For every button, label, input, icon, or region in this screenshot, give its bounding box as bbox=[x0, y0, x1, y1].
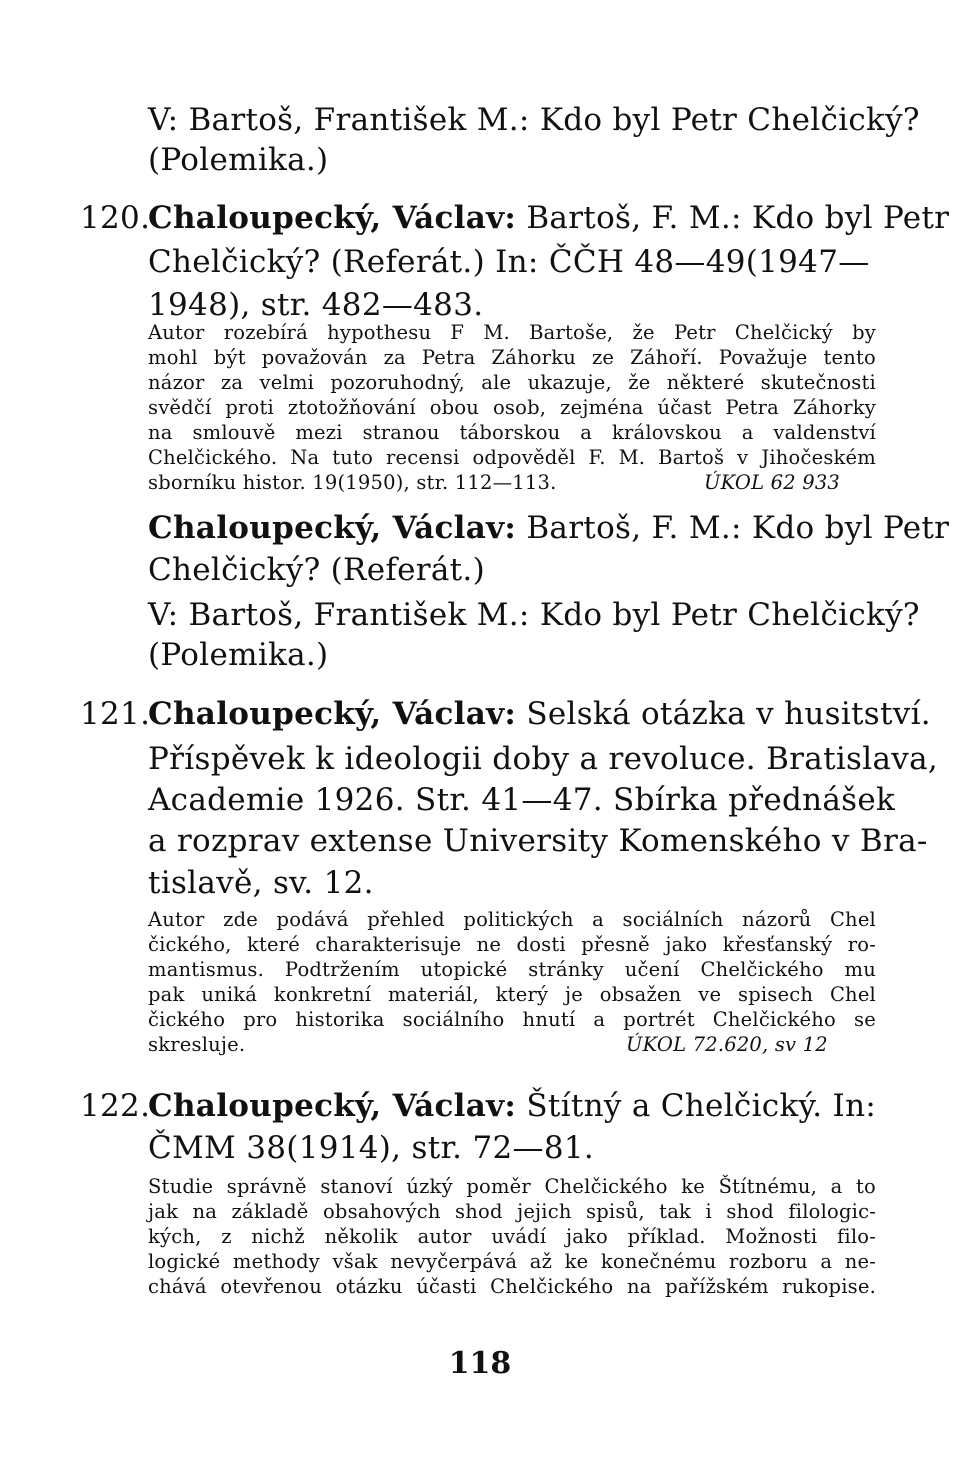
entry-121-abstract-line: čického pro historika sociálního hnutí a portrét Chelčického se bbox=[148, 1008, 876, 1031]
entry-120-xref-line-3: V: Bartoš, František M.: Kdo byl Petr Chelčický? bbox=[148, 597, 920, 633]
entry-121-abstract-last-line: skresluje. bbox=[148, 1033, 246, 1056]
entry-122-abstract-line: Studie správně stanoví úzký poměr Chelčického ke Štítnému, a to bbox=[148, 1175, 876, 1198]
entry-122-title-rest: Štítný a Chelčický. In: bbox=[516, 1088, 877, 1124]
entry-121-author: Chaloupecký, Václav: bbox=[148, 696, 517, 732]
entry-121-abstract-line: Autor zde podává přehled politických a sociálních názorů Chel bbox=[148, 908, 876, 931]
entry-121-title-line-1 bbox=[148, 690, 931, 738]
top-line-1: V: Bartoš, František M.: Kdo byl Petr Chelčický? bbox=[148, 102, 920, 138]
entry-120-author: Chaloupecký, Václav: bbox=[148, 200, 517, 236]
entry-120-xref-line-2: Chelčický? (Referát.) bbox=[148, 552, 485, 588]
entry-122-title-line-1 bbox=[148, 1082, 876, 1130]
entry-120-xref-line-1 bbox=[148, 504, 949, 552]
entry-120-abstract-line: názor za velmi pozoruhodný, ale ukazuje, že některé skutečnosti bbox=[148, 371, 876, 394]
entry-120-signature: ÚKOL 62 933 bbox=[704, 471, 841, 494]
top-line-2: (Polemika.) bbox=[148, 142, 329, 178]
entry-121-abstract-line: pak uniká konkretní materiál, který je obsažen ve spisech Chel bbox=[148, 983, 876, 1006]
entry-121-number: 121. bbox=[80, 696, 151, 732]
entry-120-number: 120. bbox=[80, 200, 151, 236]
entry-121-title-line-5: tislavě, sv. 12. bbox=[148, 865, 374, 901]
entry-120-title-line-2: Chelčický? (Referát.) In: ČČH 48—49(1947— bbox=[148, 244, 870, 280]
entry-121-title-rest: Selská otázka v husitství. bbox=[516, 696, 931, 732]
entry-122-abstract-line: chává otevřenou otázku účasti Chelčického na pařížském rukopise. bbox=[148, 1275, 876, 1298]
entry-121-signature: ÚKOL 72.620, sv 12 bbox=[626, 1033, 828, 1056]
entry-120-title-line-1 bbox=[148, 194, 949, 242]
entry-121-title-line-3: Academie 1926. Str. 41—47. Sbírka přednášek bbox=[148, 782, 896, 818]
entry-121-abstract-line: čického, které charakterisuje ne dosti přesně jako křesťanský ro- bbox=[148, 933, 876, 956]
entry-120-abstract-line: svědčí proti ztotožňování obou osob, zejména účast Petra Záhorky bbox=[148, 396, 876, 419]
entry-122-abstract-line: jak na základě obsahových shod jejich spisů, tak i shod filologic- bbox=[148, 1200, 876, 1223]
entry-120-abstract-line: sborníku histor. 19(1950), str. 112—113. bbox=[148, 471, 557, 494]
entry-122-abstract-line: logické methody však nevyčerpává až ke konečnému rozboru a ne- bbox=[148, 1250, 876, 1273]
entry-121-title-line-2: Příspěvek k ideologii doby a revoluce. Bratislava, bbox=[148, 741, 938, 777]
entry-120-xref-author: Chaloupecký, Václav: bbox=[148, 510, 517, 546]
entry-121-title-line-4: a rozprav extense University Komenského v Bra- bbox=[148, 823, 928, 859]
entry-122-abstract-line: kých, z nichž několik autor uvádí jako příklad. Možnosti filo- bbox=[148, 1225, 876, 1248]
entry-120-abstract-line: Chelčického. Na tuto recensi odpověděl F. M. Bartoš v Jihočeském bbox=[148, 446, 876, 469]
entry-122-number: 122. bbox=[80, 1088, 151, 1124]
entry-122-author: Chaloupecký, Václav: bbox=[148, 1088, 517, 1124]
entry-120-title-line-3: 1948), str. 482—483. bbox=[148, 287, 484, 323]
page-number: 118 bbox=[448, 1346, 512, 1381]
entry-121-abstract-line: mantismus. Podtržením utopické stránky učení Chelčického mu bbox=[148, 958, 876, 981]
entry-120-abstract-line: Autor rozebírá hypothesu F M. Bartoše, že Petr Chelčický by bbox=[148, 321, 876, 344]
entry-120-xref-line-4: (Polemika.) bbox=[148, 637, 329, 673]
entry-122-title-line-2: ČMM 38(1914), str. 72—81. bbox=[148, 1130, 595, 1166]
entry-120-abstract-line: mohl být považován za Petra Záhorku ze Záhoří. Považuje tento bbox=[148, 346, 876, 369]
entry-120-title-rest: Bartoš, F. M.: Kdo byl Petr bbox=[516, 200, 950, 236]
entry-120-abstract-line: na smlouvě mezi stranou táborskou a královskou a valdenství bbox=[148, 421, 876, 444]
entry-120-xref-rest: Bartoš, F. M.: Kdo byl Petr bbox=[516, 510, 950, 546]
